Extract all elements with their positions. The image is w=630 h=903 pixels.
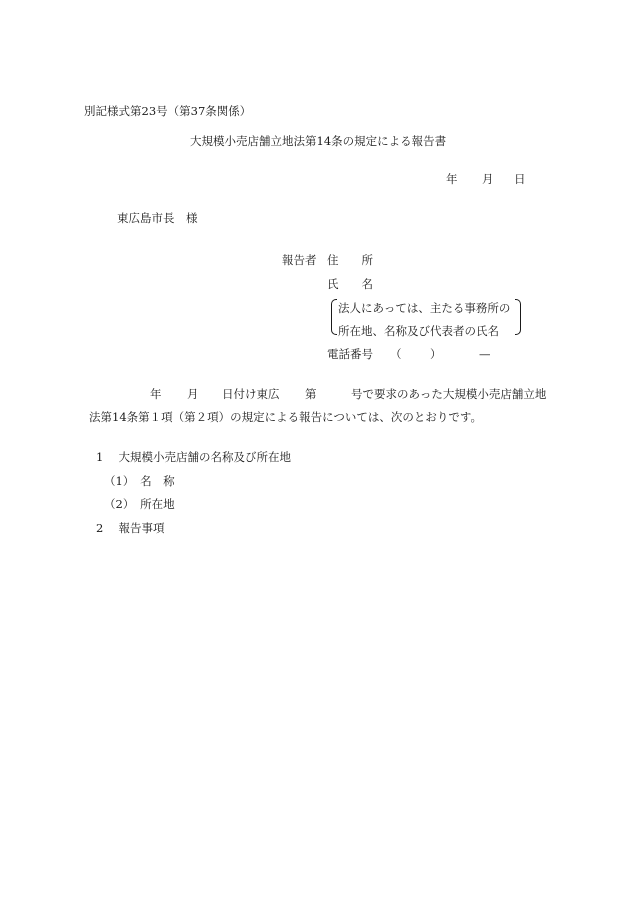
form-label: 別記様式第23号（第37条関係） (84, 104, 252, 118)
name-label: 氏 名 (327, 277, 373, 291)
body-dated: 日付け東広 (222, 387, 280, 401)
item-2: 2 報告事項 (96, 521, 165, 535)
body-line1-rest: 号で要求のあった大規模小売店舗立地 (351, 387, 547, 401)
date-day: 日 (514, 172, 526, 186)
phone-open-paren: （ (390, 347, 402, 361)
date-month: 月 (482, 172, 494, 186)
bracket-right (515, 299, 521, 335)
document-title: 大規模小売店舗立地法第14条の規定による報告書 (190, 134, 447, 148)
item-1: 1 大規模小売店舗の名称及び所在地 (96, 450, 291, 464)
item-1-sub-2: （2） 所在地 (104, 497, 175, 511)
corporate-note-line2: 所在地、名称及び代表者の氏名 (338, 324, 499, 338)
phone-label: 電話番号 (327, 347, 373, 361)
body-number-prefix: 第 (305, 387, 317, 401)
body-line2: 法第14条第１項（第２項）の規定による報告については、次のとおりです。 (89, 410, 482, 424)
reporter-label: 報告者 (282, 253, 317, 267)
address-label: 住 所 (327, 253, 373, 267)
phone-dash: — (479, 347, 491, 361)
item-1-sub-1: （1） 名 称 (104, 474, 175, 488)
corporate-note-line1: 法人にあっては、主たる事務所の (338, 301, 511, 315)
body-month: 月 (187, 387, 199, 401)
date-year: 年 (446, 172, 458, 186)
body-year: 年 (150, 387, 162, 401)
bracket-left (331, 299, 337, 335)
phone-close-paren: ） (430, 347, 442, 361)
addressee: 東広島市長 様 (117, 211, 198, 225)
